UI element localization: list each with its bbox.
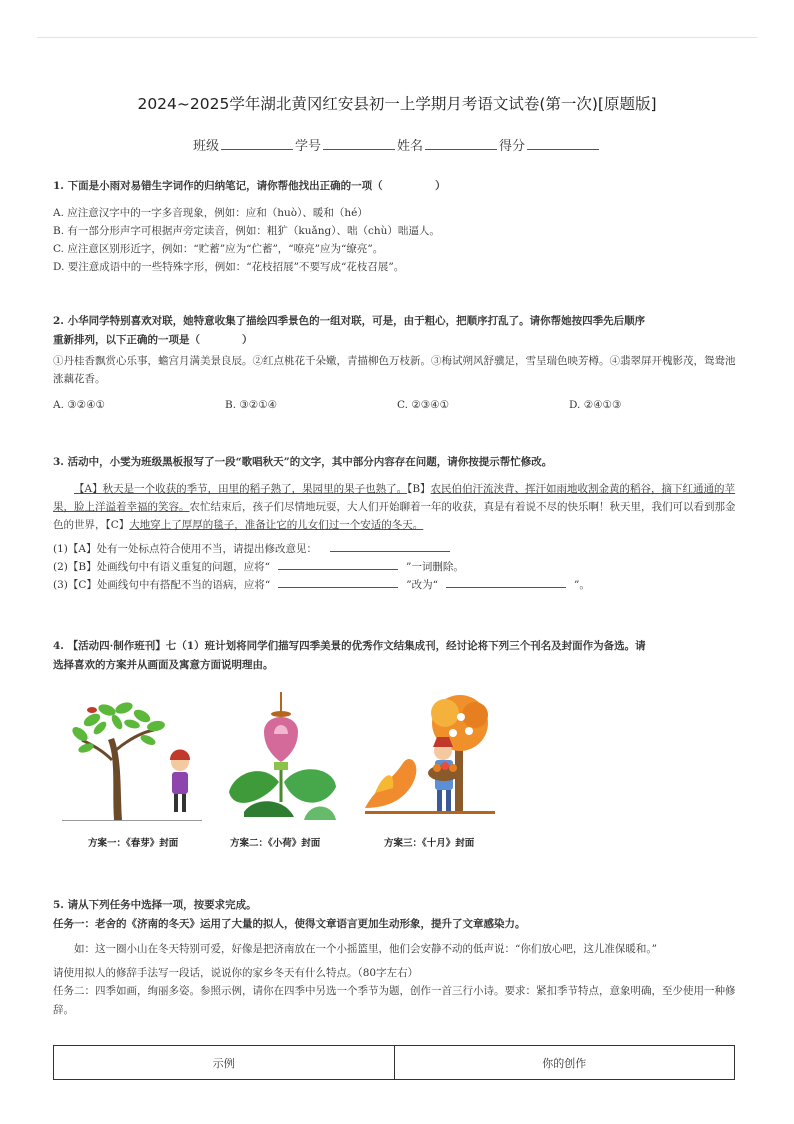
question-2-stem: ①丹桂香飘赏心乐事，蟾宫月满美景良辰。②红点桃花千朵嫩，青描柳色万枝新。③梅试朔风舒骥足，雪呈瑞色映芳樽。④翡翠屏开槐影茂，鸳鸯池涨藕花香。 [53,355,736,385]
question-2-option-c: C. ②③④① [397,399,449,411]
table-header-example: 示例 [212,1056,235,1070]
poem-table [53,1045,735,1080]
page-title: 2024~2025学年湖北黄冈红安县初一上学期月考语文试卷(第一次)[原题版] [137,95,657,113]
sub1-answer-blank[interactable] [330,540,450,552]
spring-sprout-cover-image [62,690,202,825]
question-5-example: 如：这一圈小山在冬天特别可爱，好像是把济南放在一个小摇篮里，他们会安静不动的低声说：“你们放心吧，这儿准保暖和。” [74,943,657,955]
sub2-text-b: ”一词删除。 [405,561,464,573]
sub3-answer-blank-2[interactable] [446,576,566,588]
passage-a-label: 【A】 [74,483,103,495]
sub3-text-b: ”改为“ [406,579,439,591]
top-divider [37,37,757,38]
score-label: 得分 [499,139,526,154]
sub2-answer-blank[interactable] [278,558,398,570]
question-2-option-d: D. ②④①③ [569,399,622,411]
question-3-sub1 [53,540,743,558]
question-2 [53,312,743,414]
class-field[interactable] [221,137,293,150]
question-5 [53,896,743,1020]
name-label: 姓名 [397,139,424,154]
class-label: 班级 [192,139,219,154]
cover-caption-2: 方案二：《小荷》封面 [230,838,321,849]
question-2-title-line2: 重新排列，以下正确的一项是（ ） [53,334,253,346]
question-1 [53,177,743,276]
passage-b-label: 【B】 [407,483,431,495]
passage-c-text: 大地穿上了厚厚的毯子，准备让它的儿女们过一个安适的冬天。 [129,519,424,531]
score-field[interactable] [527,137,599,150]
cover-caption-3: 方案三：《十月》封面 [384,838,475,849]
sub2-text-a: (2)【B】处画线句中有语义重复的问题，应将“ [53,561,270,573]
name-field[interactable] [425,137,497,150]
question-3-sub2 [53,558,743,576]
question-2-option-a: A. ③②④① [53,399,105,411]
cover-caption-1: 方案一：《春芽》封面 [88,838,179,849]
question-5-title: 5. 请从下列任务中选择一项，按要求完成。 [53,899,257,911]
table-header-your-creation[interactable]: 你的创作 [394,1046,735,1079]
question-4-title-line1: 4. 【活动四·制作班刊】七（1）班计划将同学们描写四季美景的优秀作文结集成刊，经讨论将下列三个刊名及封面作为备选。请 [53,640,646,652]
question-1-option-c: C. 应注意区别形近字，例如：“贮蓄”应为“伫蓄”，“嘹亮”应为“缭亮”。 [53,243,384,255]
question-5-task2: 任务二：四季如画，绚丽多姿。参照示例，请你在四季中另选一个季节为题，创作一首三行小诗。要求：紧扣季节特点，意象明确，至少使用一种修辞。 [53,985,736,1016]
question-2-option-b: B. ③②①④ [225,399,278,411]
passage-a-text: 秋天是一个收获的季节，田里的稻子熟了，果园里的果子也熟了。 [102,483,408,495]
lotus-cover-image [224,692,339,822]
passage-b-text: 农民伯伯汗流浃背、挥汗如雨地收割金黄的稻谷，摘下红通通的苹果，脸上洋溢着幸福的笑容。 [53,483,736,513]
id-field[interactable] [323,137,395,150]
question-1-option-a: A. 应注意汉字中的一字多音现象，例如：应和（huò）、暖和（hé） [53,207,368,219]
question-3-sub3 [53,576,743,594]
passage-mid-text: 农忙结束后，孩子们尽情地玩耍，大人们开始聊着一年的收获，真是有着说不尽的快乐啊！秋天里，我们可以看到那金色的世界， [53,501,736,531]
student-info-line [0,135,794,154]
question-2-title-line1: 2. 小华同学特别喜欢对联，她特意收集了描绘四季景色的一组对联，可是，由于粗心，把顺序打乱了。请你帮她按四季先后顺序 [53,315,646,327]
passage-c-label: 【C】 [105,519,130,531]
question-5-task1: 任务一：老舍的《济南的冬天》运用了大量的拟人，使得文章语言更加生动形象，提升了文章感染力。 [53,918,526,930]
question-4-title-line2: 选择喜欢的方案并从画面及寓意方面说明理由。 [53,659,274,671]
sub1-text: (1)【A】处有一处标点符合使用不当，请提出修改意见： [53,543,317,555]
question-4 [53,637,743,675]
question-2-options [53,396,743,414]
question-3-passage [53,480,743,534]
sub3-text-a: (3)【C】处画线句中有搭配不当的语病，应将“ [53,579,271,591]
question-3 [53,453,743,594]
question-1-option-b: B. 有一部分形声字可根据声旁定读音，例如：粗犷（kuǎng）、咄（chù）咄逼人。 [53,225,440,237]
question-1-option-d: D. 要注意成语中的一些特殊字形，例如：“花枝招展”不要写成“花枝召展”。 [53,261,405,273]
question-1-title: 1. 下面是小雨对易错生字词作的归纳笔记，请你帮他找出正确的一项（ ） [53,180,446,192]
october-harvest-cover-image [365,693,495,823]
sub3-answer-blank-1[interactable] [278,576,398,588]
question-5-requirement-1: 请使用拟人的修辞手法写一段话，说说你的家乡冬天有什么特点。（80字左右） [53,967,419,979]
id-label: 学号 [294,139,321,154]
question-3-title: 3. 活动中，小雯为班级黑板报写了一段“歌唱秋天”的文字，其中部分内容存在问题，请你按提示帮忙修改。 [53,456,553,468]
sub3-text-c: ”。 [574,579,590,591]
